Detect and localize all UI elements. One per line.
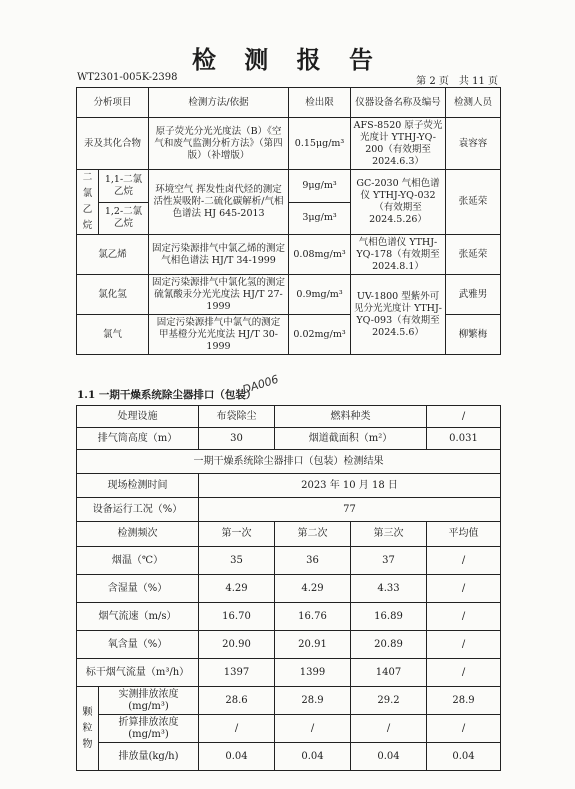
table-row (77, 547, 501, 575)
page-info (406, 72, 498, 87)
methods-table (76, 87, 501, 355)
handwritten-note: DA006 (240, 372, 281, 397)
fuel-label: 燃料种类 (275, 406, 427, 428)
limit-cell: 9μg/m³ (289, 170, 351, 203)
item-group-cell: 二氯乙烷 (77, 170, 99, 235)
limit-cell: 0.08mg/m³ (289, 235, 351, 275)
value-cell: 20.91 (275, 631, 351, 659)
facility-value: 布袋除尘 (199, 406, 275, 428)
item-cell: 氯化氢 (77, 275, 149, 315)
value-cell: 4.29 (199, 575, 275, 603)
value-cell: / (427, 631, 501, 659)
limit-cell: 0.02mg/m³ (289, 315, 351, 355)
table-row (77, 474, 501, 498)
item-cell: 氯气 (77, 315, 149, 355)
value-cell: 36 (275, 547, 351, 575)
person-cell: 张延荣 (446, 235, 501, 275)
table-row (77, 715, 501, 743)
value-cell: 20.89 (351, 631, 427, 659)
area-label: 烟道截面积（m²） (275, 428, 427, 450)
person-cell: 武雅男 (446, 275, 501, 315)
table-row (77, 235, 501, 275)
value-cell: 4.33 (351, 575, 427, 603)
value-cell: / (427, 659, 501, 687)
item-cell: 汞及其化合物 (77, 118, 149, 170)
table-header-row (77, 88, 501, 118)
value-cell: 0.04 (275, 743, 351, 771)
method-cell: 环境空气 挥发性卤代烃的测定 活性炭吸附-二硫化碳解析/气相色谱法 HJ 645-2013 (149, 170, 289, 235)
value-cell: 1397 (199, 659, 275, 687)
row-label: 折算排放浓度(mg/m³) (99, 715, 199, 743)
value-cell: 0.04 (199, 743, 275, 771)
value-cell: / (427, 603, 501, 631)
table-row (77, 406, 501, 428)
column-header: 检测方法/依据 (149, 88, 289, 118)
limit-cell: 0.15μg/m³ (289, 118, 351, 170)
section-title: 1.1 一期干燥系统除尘器排口（包装） (77, 389, 257, 401)
condition-label: 设备运行工况（%） (77, 498, 199, 522)
area-value: 0.031 (427, 428, 501, 450)
table-row (77, 659, 501, 687)
value-cell: 28.9 (275, 687, 351, 715)
table-header-row (77, 522, 501, 547)
table-row (77, 170, 501, 203)
table-row (77, 275, 501, 315)
value-cell: 16.89 (351, 603, 427, 631)
item-cell: 氯乙烯 (77, 235, 149, 275)
value-cell: / (427, 575, 501, 603)
column-header: 分析项目 (77, 88, 149, 118)
value-cell: 0.04 (351, 743, 427, 771)
table-row (77, 428, 501, 450)
page-number: 第 2 页 (416, 76, 449, 87)
column-header: 检测人员 (446, 88, 501, 118)
row-label: 排放量(kg/h) (99, 743, 199, 771)
value-cell: 16.76 (275, 603, 351, 631)
value-cell: 1407 (351, 659, 427, 687)
instrument-cell: UV-1800 型紫外可见分光光度计 YTHJ-YQ-093（有效期至 2024.5.6） (351, 275, 446, 355)
method-cell: 原子荧光分光光度法（B）《空气和废气监测分析方法》（第四版）（补增版） (149, 118, 289, 170)
method-cell: 固定污染源排气中氯气的测定 甲基橙分光光度法 HJ/T 30-1999 (149, 315, 289, 355)
value-cell: / (427, 547, 501, 575)
row-label: 烟气流速（m/s） (77, 603, 199, 631)
time-label: 现场检测时间 (77, 474, 199, 498)
value-cell: 29.2 (351, 687, 427, 715)
value-cell: 28.6 (199, 687, 275, 715)
time-value: 2023 年 10 月 18 日 (199, 474, 501, 498)
table-row (77, 687, 501, 715)
person-cell: 柳繁梅 (446, 315, 501, 355)
column-header: 平均值 (427, 522, 501, 547)
value-cell: / (351, 715, 427, 743)
value-cell: / (199, 715, 275, 743)
table-row (77, 450, 501, 474)
row-label: 标干烟气流量（m³/h） (77, 659, 199, 687)
row-label: 烟温（℃） (77, 547, 199, 575)
freq-label: 检测频次 (77, 522, 199, 547)
value-cell: / (275, 715, 351, 743)
page-total: 共 11 页 (458, 76, 498, 87)
height-value: 30 (199, 428, 275, 450)
row-label: 实测排放浓度(mg/m³) (99, 687, 199, 715)
value-cell: 16.70 (199, 603, 275, 631)
instrument-cell: AFS-8520 原子荧光光度计 YTHJ-YQ-200（有效期至 2024.6.3） (351, 118, 446, 170)
method-cell: 固定污染源排气中氯乙烯的测定 气相色谱法 HJ/T 34-1999 (149, 235, 289, 275)
outlet-results-table (76, 405, 501, 771)
facility-label: 处理设施 (77, 406, 199, 428)
table-row (77, 603, 501, 631)
fuel-value: / (427, 406, 501, 428)
value-cell: 1399 (275, 659, 351, 687)
person-cell: 袁容容 (446, 118, 501, 170)
instrument-cell: GC-2030 气相色谱仪 YTHJ-YQ-032（有效期至 2024.5.26） (351, 170, 446, 235)
table-row (77, 743, 501, 771)
row-label: 含湿量（%） (77, 575, 199, 603)
table-row (77, 575, 501, 603)
condition-value: 77 (199, 498, 501, 522)
table-row (77, 631, 501, 659)
results-title: 一期干燥系统除尘器排口（包装）检测结果 (77, 450, 501, 474)
report-title: 检 测 报 告 (191, 45, 384, 74)
value-cell: 0.04 (427, 743, 501, 771)
table-row (77, 118, 501, 170)
instrument-cell: 气相色谱仪 YTHJ-YQ-178（有效期至 2024.8.1） (351, 235, 446, 275)
column-header: 第二次 (275, 522, 351, 547)
row-label: 氧含量（%） (77, 631, 199, 659)
item-cell: 1,2-二氯乙烷 (99, 202, 149, 235)
value-cell: 4.29 (275, 575, 351, 603)
value-cell: 37 (351, 547, 427, 575)
limit-cell: 3μg/m³ (289, 202, 351, 235)
doc-number: WT2301-005K-2398 (77, 72, 178, 83)
column-header: 检出限 (289, 88, 351, 118)
person-cell: 张延荣 (446, 170, 501, 235)
column-header: 第三次 (351, 522, 427, 547)
limit-cell: 0.9mg/m³ (289, 275, 351, 315)
value-cell: / (427, 715, 501, 743)
item-cell: 1,1-二氯乙烷 (99, 170, 149, 203)
method-cell: 固定污染源排气中氯化氢的测定硫氰酸汞分光光度法 HJ/T 27-1999 (149, 275, 289, 315)
column-header: 第一次 (199, 522, 275, 547)
table-row (77, 498, 501, 522)
value-cell: 35 (199, 547, 275, 575)
value-cell: 28.9 (427, 687, 501, 715)
pm-group-cell: 颗粒物 (77, 687, 99, 771)
height-label: 排气筒高度（m） (77, 428, 199, 450)
column-header: 仪器设备名称及编号 (351, 88, 446, 118)
value-cell: 20.90 (199, 631, 275, 659)
